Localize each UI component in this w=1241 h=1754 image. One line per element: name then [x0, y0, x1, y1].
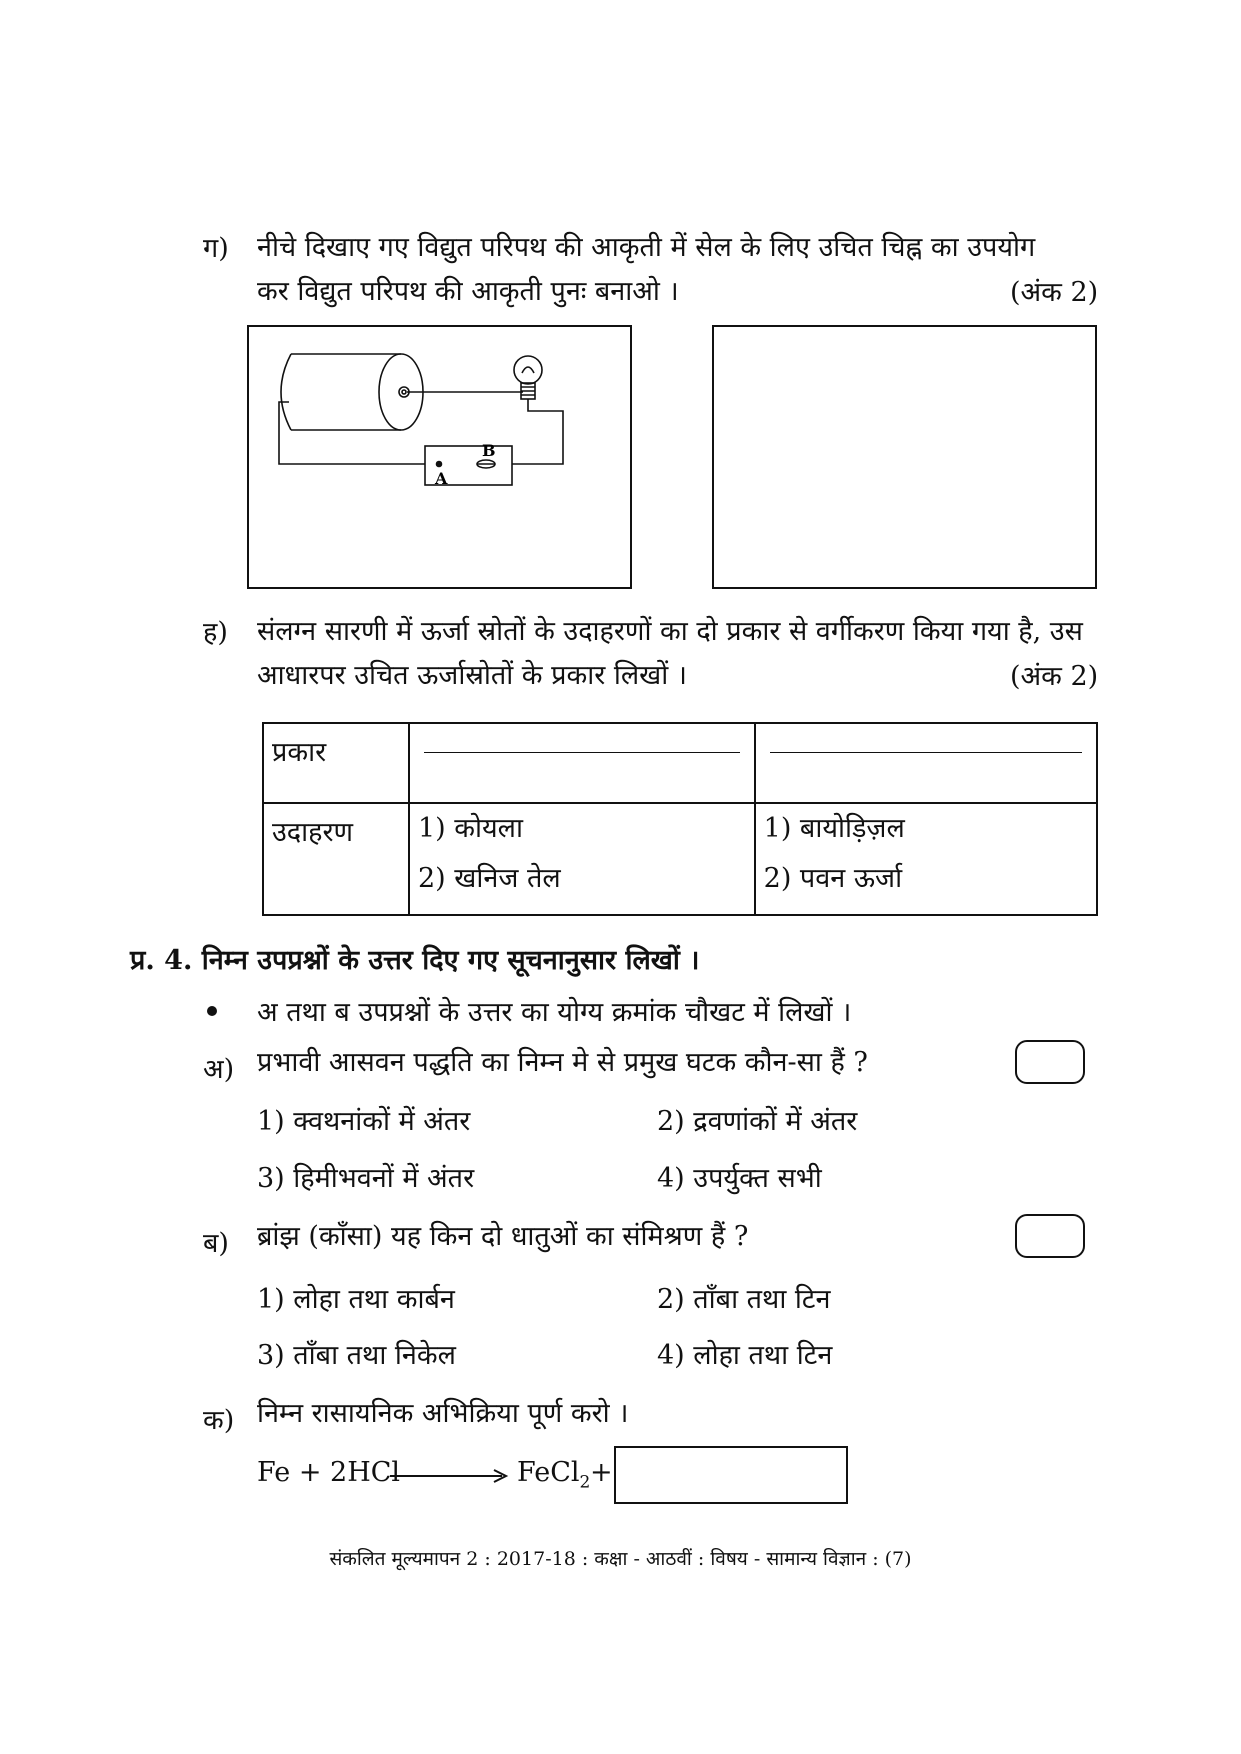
answer-drawing-box[interactable]	[712, 325, 1097, 589]
circuit-diagram-box	[247, 325, 632, 589]
wire-right	[512, 399, 563, 464]
bullet-icon	[207, 1006, 217, 1016]
table-cell-example-label: उदाहरण	[263, 803, 409, 915]
question-k-text: निम्न रासायनिक अभिक्रिया पूर्ण करो ।	[257, 1398, 629, 1429]
question-a-text: प्रभावी आसवन पद्धति का निम्न मे से प्रमुख घटक कौन-सा हैं ?	[257, 1047, 868, 1078]
switch-label-b: B	[482, 441, 496, 460]
table-cell-type-blank-1[interactable]	[409, 723, 755, 803]
option-b-1: 1) लोहा तथा कार्बन	[257, 1284, 455, 1315]
bulb-glass	[514, 356, 542, 384]
example-item: 1) बायोड़िज़ल	[763, 813, 905, 844]
option-a-4: 4) उपर्युक्त सभी	[657, 1163, 822, 1194]
table-cell-type-blank-2[interactable]	[755, 723, 1097, 803]
question-4-heading: प्र. 4. निम्न उपप्रश्नों के उत्तर दिए गए सूचनानुसार लिखों ।	[130, 945, 700, 976]
answer-blank-line[interactable]	[424, 746, 740, 753]
energy-source-table	[262, 722, 1098, 916]
cell-terminal-inner	[402, 390, 406, 394]
switch-terminal-a	[437, 462, 442, 467]
answer-box-a[interactable]	[1015, 1040, 1085, 1084]
switch-label-a: A	[435, 469, 448, 488]
reaction-answer-box[interactable]	[614, 1446, 848, 1504]
question-ga-label: ग)	[203, 233, 229, 264]
answer-box-b[interactable]	[1015, 1214, 1085, 1258]
cell-back-curve	[281, 354, 291, 430]
question-b-label: ब)	[203, 1228, 229, 1259]
question-b-text: ब्रांझ (काँसा) यह किन दो धातुओं का संमिश्रण हैं ?	[257, 1221, 749, 1252]
table-cell-examples-2	[755, 803, 1097, 915]
table-row-type	[263, 723, 1097, 803]
option-a-1: 1) क्वथनांकों में अंतर	[257, 1106, 471, 1137]
bulb-filament	[522, 367, 534, 373]
answer-blank-line[interactable]	[770, 746, 1082, 753]
option-a-2: 2) द्रवणांकों में अंतर	[657, 1106, 858, 1137]
option-b-4: 4) लोहा तथा टिन	[657, 1340, 833, 1371]
question-k-label: क)	[203, 1405, 235, 1436]
bulb-base-threads	[521, 387, 535, 395]
example-item: 2) खनिज तेल	[418, 863, 561, 894]
question-ga-line1: नीचे दिखाए गए विद्युत परिपथ की आकृती में सेल के लिए उचित चिह्न का उपयोग	[257, 232, 1036, 263]
question-ha-label: ह)	[203, 617, 228, 648]
question-ga-marks: (अंक 2)	[1010, 277, 1099, 308]
table-row-examples	[263, 803, 1097, 915]
page-footer: संकलित मूल्यमापन 2 : 2017-18 : कक्षा - आठवीं : विषय - सामान्य विज्ञान : (7)	[329, 1548, 912, 1570]
question-ha-line1: संलग्न सारणी में ऊर्जा स्रोतों के उदाहरणों का दो प्रकार से वर्गीकरण किया गया है, उस	[257, 616, 1083, 647]
question-ha-marks: (अंक 2)	[1010, 661, 1099, 692]
reaction-plus: +	[590, 1457, 613, 1488]
table-cell-type-label: प्रकार	[263, 723, 409, 803]
table-cell-examples-1	[409, 803, 755, 915]
instruction-text: अ तथा ब उपप्रश्नों के उत्तर का योग्य क्रमांक चौखट में लिखों ।	[257, 997, 852, 1028]
question-ga-line2: कर विद्युत परिपथ की आकृती पुनः बनाओ ।	[257, 276, 679, 307]
reaction-arrow-icon	[390, 1466, 510, 1486]
option-b-3: 3) ताँबा तथा निकेल	[257, 1340, 456, 1371]
reaction-product: FeCl$_2$	[517, 1457, 591, 1493]
question-a-label: अ)	[203, 1054, 235, 1085]
question-ha-line2: आधारपर उचित ऊर्जास्रोतों के प्रकार लिखों ।	[257, 660, 688, 691]
wire-left	[279, 402, 425, 464]
example-item: 1) कोयला	[418, 813, 523, 844]
circuit-diagram	[249, 327, 629, 586]
option-a-3: 3) हिमीभवनों में अंतर	[257, 1163, 475, 1194]
example-item: 2) पवन ऊर्जा	[763, 863, 903, 894]
reaction-reactant: Fe + 2HCl	[257, 1457, 401, 1488]
option-b-2: 2) ताँबा तथा टिन	[657, 1284, 831, 1315]
